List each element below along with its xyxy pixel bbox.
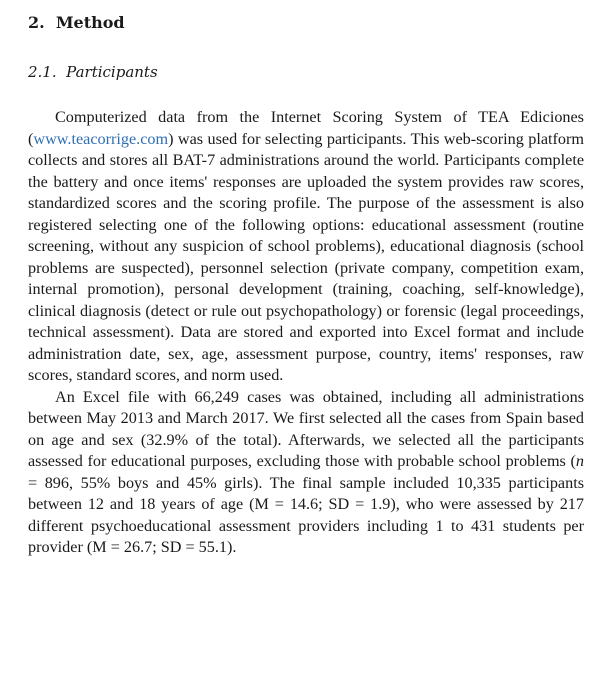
paragraph-2 [28,387,584,559]
section-number: 2. [28,13,45,32]
section-title: Method [55,13,125,32]
paragraph-1-text-rest: ) was used for selecting participants. This web-scoring platform collects and stores all BAT-7 administrations around the world. Participants complete the battery and once items' responses are uploaded the system provides raw scores, standardized scores and the scoring profile. The purpose of the assessment is also registered selecting one of the following options: educational assessment (routine screening, without any suspicion of school problems), educational diagnosis (school problems are suspected), personnel selection (private company, competition exam, internal promotion), personal development (training, coaching, self-knowledge), clinical diagnosis (detect or rule out psychopathology) or forensic (legal proceedings, technical assessment). Data are stored and exported into Excel format and include administration date, sex, age, assessment purpose, country, items' responses, raw scores, standard scores, and norm used. [28,129,584,384]
section-heading [28,12,125,34]
body-text [28,107,584,559]
paragraph-1 [28,107,584,387]
subsection-title: Participants [66,63,158,81]
paragraph-1-text-start: Computerized data from the Internet Scoring System of TEA Ediciones ( [28,108,584,148]
teacorrige-link[interactable]: www.teacorrige.com [33,129,169,148]
paragraph-2-text-rest: = 896, 55% boys and 45% girls). The final sample included 10,335 participants between 12 and 18 years of age (M = 14.6; SD = 1.9), who were assessed by 217 different psychoeducational assessment providers including 1 to 431 students per provider (M = 26.7; SD = 55.1). [28,473,584,556]
subsection-heading [28,61,158,83]
paragraph-2-text-start: An Excel file with 66,249 cases was obtained, including all administrations between May 2013 and March 2017. We first selected all the cases from Spain based on age and sex (32.9% of the total). Afterwards, we selected all the participants assessed for educational purposes, excluding those with probable school problems ( [28,387,584,470]
subsection-number: 2.1. [28,63,57,81]
sample-size-symbol: n [575,452,584,470]
